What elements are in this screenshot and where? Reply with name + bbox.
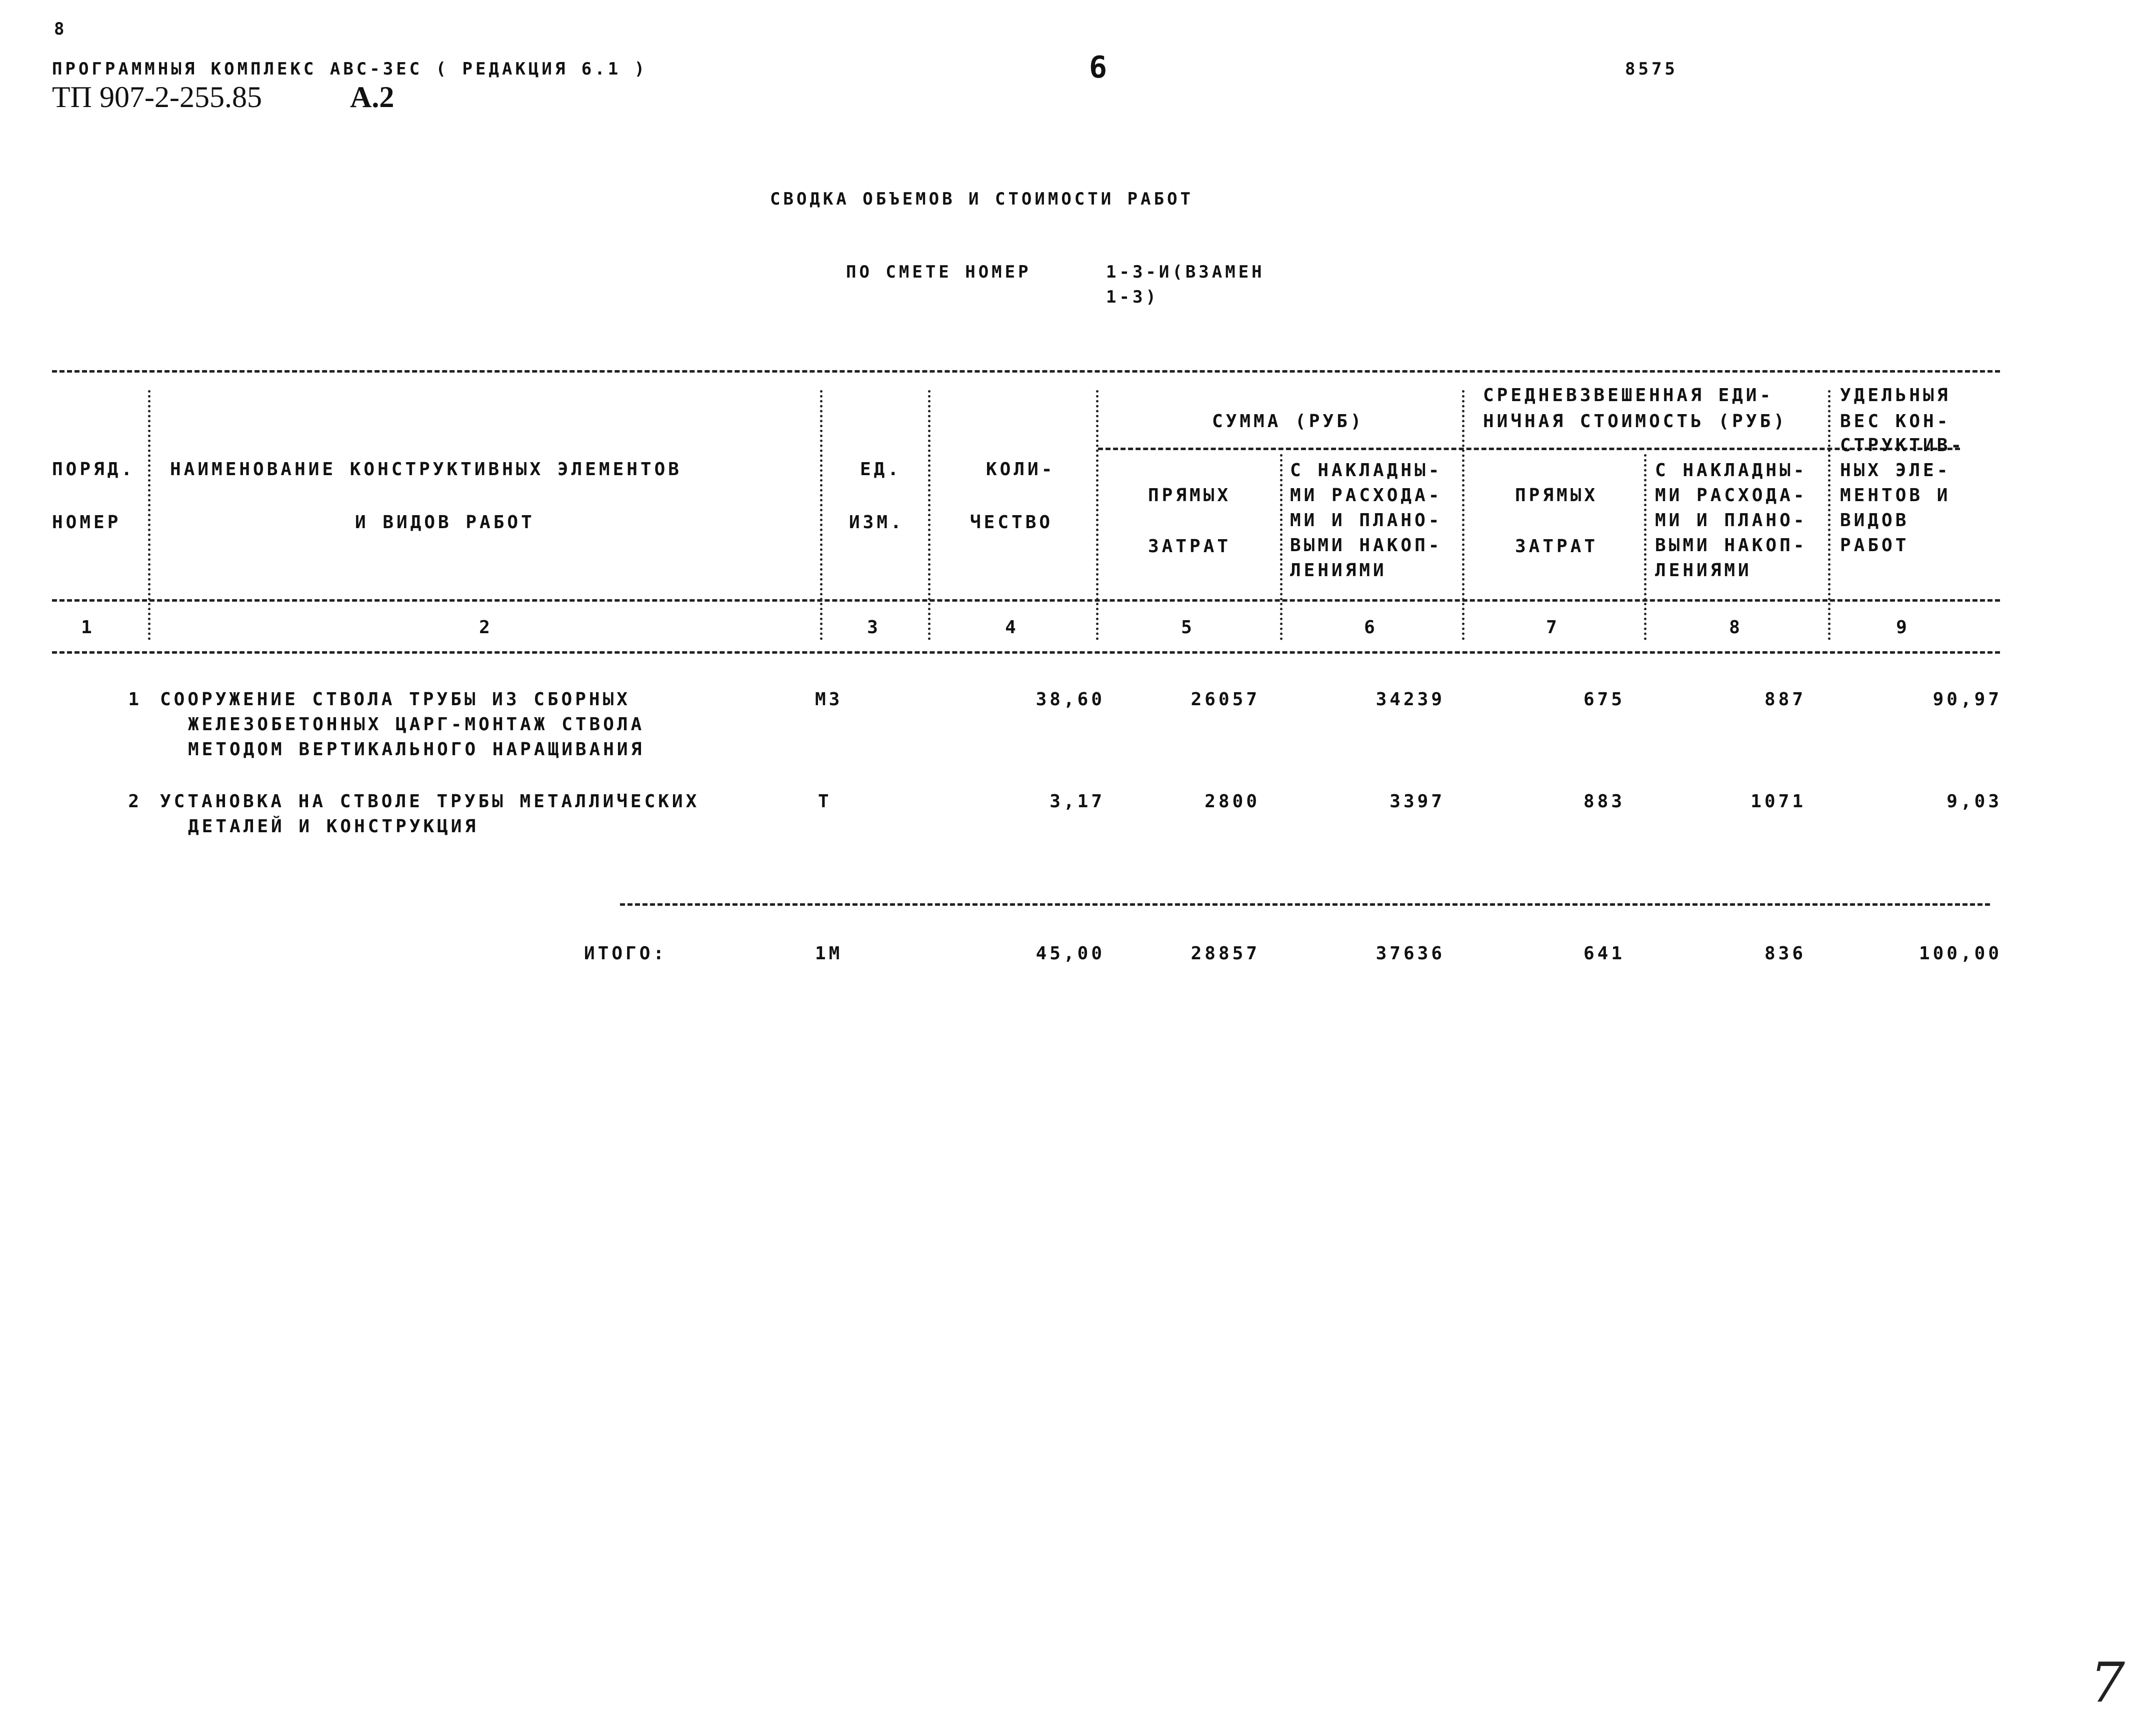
- header-sum-direct-line1: ПРЯМЫХ: [1148, 485, 1232, 506]
- total-rule: [620, 903, 1990, 906]
- estimate-label: ПО СМЕТЕ НОМЕР: [846, 262, 1032, 282]
- row-2-quantity: 3,17: [1050, 791, 1105, 812]
- col-separator: [148, 390, 150, 640]
- row-2-unit: Т: [818, 791, 832, 812]
- total-label: ИТОГО:: [584, 943, 668, 964]
- row-1-name-line2: ЖЕЛЕЗОБЕТОННЫХ ЦАРГ-МОНТАЖ СТВОЛА: [188, 714, 645, 735]
- header-sum-overhead-line2: МИ РАСХОДА-: [1290, 485, 1442, 506]
- row-1-sum-overhead: 34239: [1376, 689, 1445, 710]
- header-order-line2: НОМЕР: [52, 512, 122, 533]
- col-separator: [820, 390, 822, 640]
- numbers-bottom-rule: [52, 651, 2000, 654]
- column-number: 1: [81, 617, 95, 638]
- column-number: 8: [1729, 617, 1743, 638]
- group-split-rule: [1098, 448, 1960, 450]
- album-number: А.2: [350, 81, 394, 114]
- header-qty-line1: КОЛИ-: [986, 459, 1056, 480]
- total-sum-overhead: 37636: [1376, 943, 1445, 964]
- header-share-line1: УДЕЛЬНЫЯ: [1840, 385, 1951, 406]
- row-1-avg-direct: 675: [1583, 689, 1625, 710]
- header-sum-overhead-line4: ВЫМИ НАКОП-: [1290, 535, 1442, 556]
- header-name-line1: НАИМЕНОВАНИЕ КОНСТРУКТИВНЫХ ЭЛЕМЕНТОВ: [170, 459, 682, 480]
- header-avg-overhead-line2: МИ РАСХОДА-: [1655, 485, 1808, 506]
- header-share-line2: ВЕС КОН-: [1840, 411, 1951, 432]
- header-avg-overhead-line4: ВЫМИ НАКОП-: [1655, 535, 1808, 556]
- estimate-number-line2: 1-3): [1106, 287, 1159, 307]
- header-share-line7: РАБОТ: [1840, 535, 1910, 556]
- col-separator: [928, 390, 930, 640]
- column-number: 6: [1364, 617, 1378, 638]
- row-1-number: 1: [128, 689, 142, 710]
- header-avg-overhead-line5: ЛЕНИЯМИ: [1655, 560, 1752, 581]
- code-number: 8575: [1625, 59, 1678, 79]
- header-name-line2: И ВИДОВ РАБОТ: [355, 512, 535, 533]
- header-unit-line1: ЕД.: [860, 459, 902, 480]
- header-share-line4: НЫХ ЭЛЕ-: [1840, 460, 1951, 481]
- column-number: 3: [867, 617, 881, 638]
- column-number: 2: [479, 617, 493, 638]
- row-1-quantity: 38,60: [1036, 689, 1105, 710]
- header-avg-direct-line2: ЗАТРАТ: [1515, 536, 1598, 557]
- header-bottom-rule: [52, 599, 2000, 602]
- col-separator: [1462, 390, 1464, 640]
- header-unit-line2: ИЗМ.: [849, 512, 904, 533]
- header-share-line5: МЕНТОВ И: [1840, 485, 1951, 506]
- col-separator: [1280, 454, 1282, 640]
- column-number: 4: [1005, 617, 1019, 638]
- page-title: СВОДКА ОБЪЕМОВ И СТОИМОСТИ РАБОТ: [770, 189, 1194, 209]
- total-unit: 1М: [815, 943, 843, 964]
- col-separator: [1644, 454, 1646, 640]
- header-qty-line2: ЧЕСТВО: [970, 512, 1054, 533]
- row-2-number: 2: [128, 791, 142, 812]
- total-sum-direct: 28857: [1190, 943, 1260, 964]
- header-avg-overhead-line3: МИ И ПЛАНО-: [1655, 510, 1808, 531]
- estimate-number-line1: 1-3-И(ВЗАМЕН: [1106, 262, 1265, 282]
- header-sum-group: СУММА (РУБ): [1212, 411, 1364, 432]
- page-marker: 6: [1089, 50, 1110, 85]
- header-avg-group-line2: НИЧНАЯ СТОИМОСТЬ (РУБ): [1483, 411, 1788, 432]
- column-number: 7: [1546, 617, 1560, 638]
- header-avg-overhead-line1: С НАКЛАДНЫ-: [1655, 460, 1808, 481]
- total-avg-overhead: 836: [1764, 943, 1806, 964]
- column-number: 5: [1181, 617, 1195, 638]
- row-2-name-line1: УСТАНОВКА НА СТВОЛЕ ТРУБЫ МЕТАЛЛИЧЕСКИХ: [160, 791, 700, 812]
- table-top-rule: [52, 370, 2000, 373]
- row-1-share: 90,97: [1932, 689, 2002, 710]
- project-code: ТП 907-2-255.85: [52, 81, 262, 114]
- header-share-line6: ВИДОВ: [1840, 510, 1910, 531]
- program-line: ПРОГРАММНЫЯ КОМПЛЕКС АВС-3ЕС ( РЕДАКЦИЯ 6.1 ): [52, 59, 648, 79]
- row-2-avg-overhead: 1071: [1750, 791, 1806, 812]
- row-2-sum-overhead: 3397: [1390, 791, 1445, 812]
- row-1-name-line1: СООРУЖЕНИЕ СТВОЛА ТРУБЫ ИЗ СБОРНЫХ: [160, 689, 630, 710]
- header-sum-overhead-line5: ЛЕНИЯМИ: [1290, 560, 1387, 581]
- row-2-name-line2: ДЕТАЛЕЙ И КОНСТРУКЦИЯ: [188, 816, 479, 837]
- total-avg-direct: 641: [1583, 943, 1625, 964]
- total-quantity: 45,00: [1036, 943, 1105, 964]
- row-2-share: 9,03: [1946, 791, 2002, 812]
- row-1-unit: М3: [815, 689, 843, 710]
- row-1-avg-overhead: 887: [1764, 689, 1806, 710]
- col-separator: [1828, 390, 1830, 640]
- row-1-name-line3: МЕТОДОМ ВЕРТИКАЛЬНОГО НАРАЩИВАНИЯ: [188, 739, 645, 760]
- header-avg-direct-line1: ПРЯМЫХ: [1515, 485, 1598, 506]
- header-sum-direct-line2: ЗАТРАТ: [1148, 536, 1232, 557]
- header-avg-group-line1: СРЕДНЕВЗВЕШЕННАЯ ЕДИ-: [1483, 385, 1774, 406]
- row-2-avg-direct: 883: [1583, 791, 1625, 812]
- header-sum-overhead-line3: МИ И ПЛАНО-: [1290, 510, 1442, 531]
- row-2-sum-direct: 2800: [1204, 791, 1260, 812]
- column-number: 9: [1896, 617, 1910, 638]
- total-share: 100,00: [1918, 943, 2002, 964]
- header-order-line1: ПОРЯД.: [52, 459, 136, 480]
- handwritten-page-number: 7: [2090, 1650, 2125, 1714]
- row-1-sum-direct: 26057: [1190, 689, 1260, 710]
- sheet-number: 8: [54, 19, 68, 39]
- header-share-line3: СТРУКТИВ-: [1840, 435, 1965, 456]
- header-sum-overhead-line1: С НАКЛАДНЫ-: [1290, 460, 1442, 481]
- col-separator: [1096, 390, 1098, 640]
